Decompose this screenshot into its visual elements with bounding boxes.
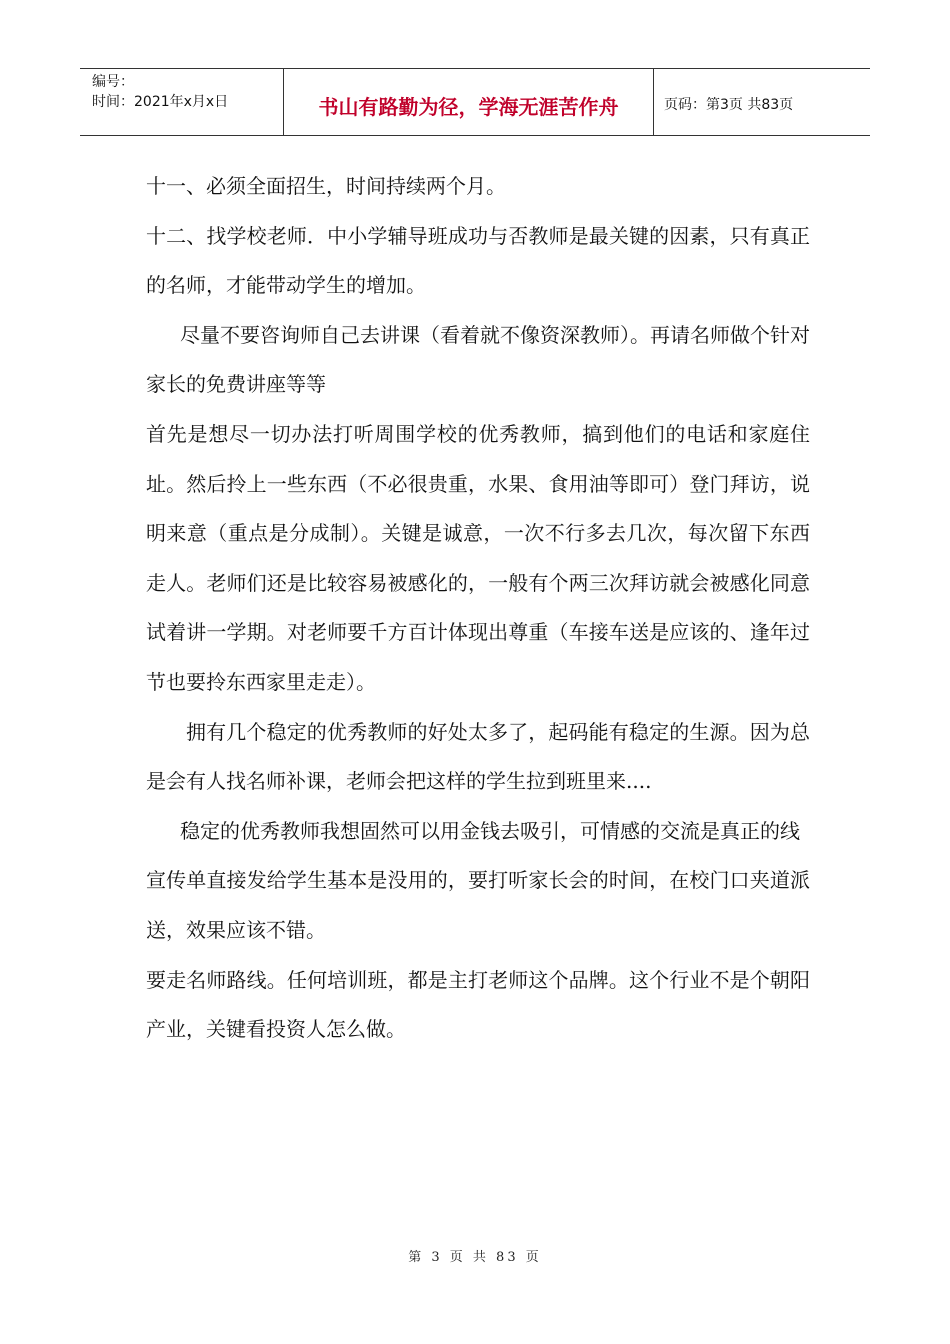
paragraph-flyers: 宣传单直接发给学生基本是没用的，要打听家长会的时间，在校门口夹道派送，效果应该不错。 xyxy=(146,868,810,942)
page-footer: 第 3 页 共 83 页 xyxy=(408,1250,542,1265)
document-time-label: 时间：2021年x月x日 xyxy=(92,94,229,110)
paragraph-item-12: 十二、找学校老师．中小学辅导班成功与否教师是最关键的因素，只有真正的名师，才能带动学生的增加。 xyxy=(146,223,810,298)
paragraph-famous-teacher: 要走名师路线。任何培训班，都是主打老师这个品牌。这个行业不是个朝阳产业，关键看投资人怎么做。 xyxy=(146,967,810,1042)
paragraph-item-11: 十一、必须全面招生，时间持续两个月。 xyxy=(146,174,506,198)
paragraph-benefits: 拥有几个稳定的优秀教师的好处太多了，起码能有稳定的生源。因为总是会有人找名师补课，老师会把这样的学生拉到班里来.... xyxy=(146,719,810,794)
paragraph-emotion: 稳定的优秀教师我想固然可以用金钱去吸引，可情感的交流是真正的线 xyxy=(180,818,800,843)
header-motto: 书山有路勤为径，学海无涯苦作舟 xyxy=(284,69,654,135)
document-body xyxy=(146,162,810,1055)
paragraph-consultant: 尽量不要咨询师自己去讲课（看着就不像资深教师）。再请名师做个针对家长的免费讲座等等 xyxy=(146,322,810,397)
document-number-label: 编号： xyxy=(92,74,134,90)
header-page-info: 页码：第3页 共83页 xyxy=(664,97,794,113)
page-header xyxy=(80,68,870,136)
header-meta xyxy=(80,69,284,135)
paragraph-find-teachers: 首先是想尽一切办法打听周围学校的优秀教师，搞到他们的电话和家庭住址。然后拎上一些东西（不必很贵重，水果、食用油等即可）登门拜访，说明来意（重点是分成制）。关键是诚意，一次不行多去几次，每次留下东西走人。老师们还是比较容易被感化的，一般有个两三次拜访就会被感化同意试着讲一学期。对老师要千方百计体现出尊重（车接车送是应该的、逢年过节也要拎东西家里走走）。 xyxy=(146,421,810,694)
